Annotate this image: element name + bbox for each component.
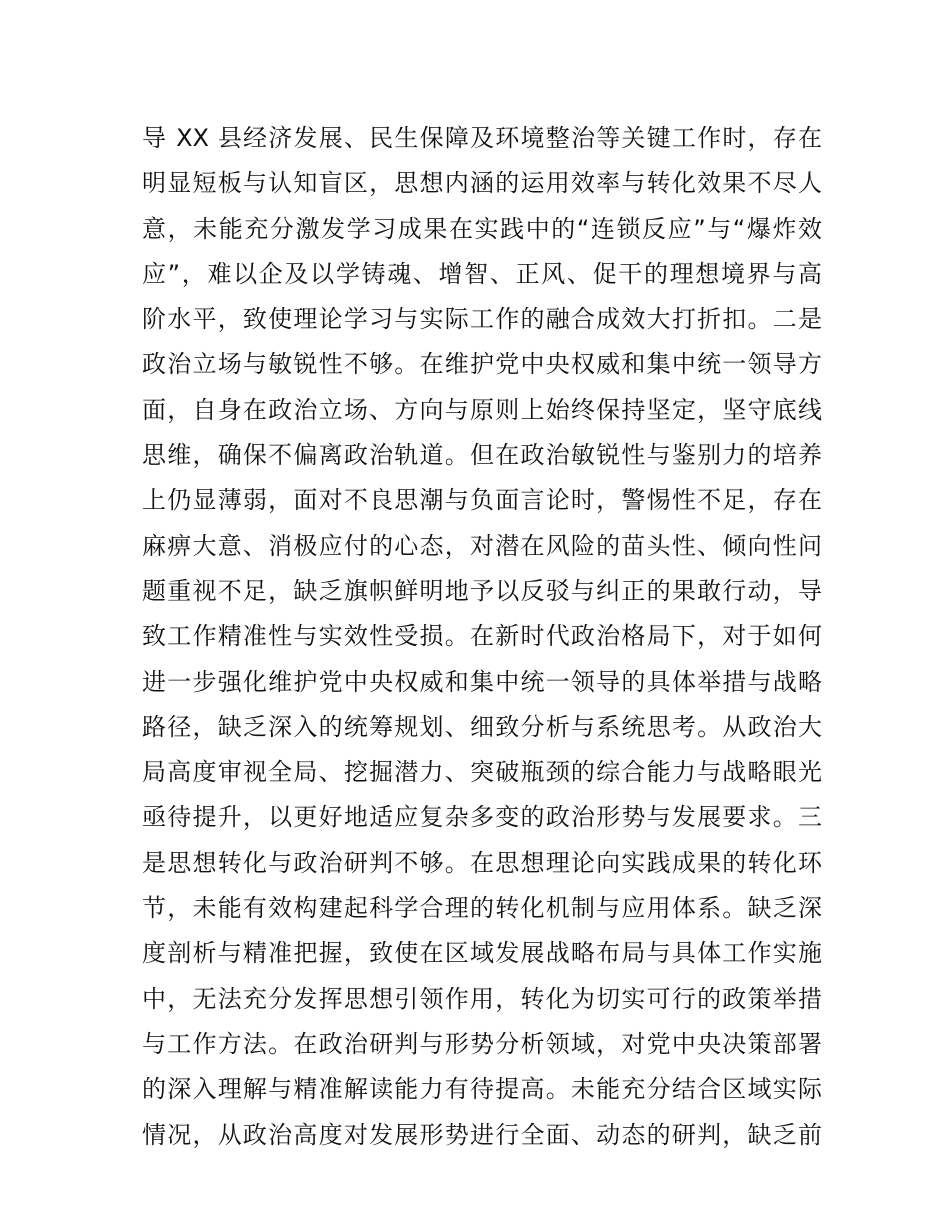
text-line: 与工作方法。在政治研判与形势分析领域，对党中央决策部署 <box>142 1029 822 1058</box>
text-line: 应”，难以企及以学铸魂、增智、正风、促干的理想境界与高 <box>142 259 822 288</box>
document-body-text <box>142 116 822 1158</box>
text-line: 的深入理解与精准解读能力有待提高。未能充分结合区域实际 <box>142 1075 822 1104</box>
text-line: 面，自身在政治立场、方向与原则上始终保持坚定，坚守底线 <box>142 395 822 424</box>
text-line: 致工作精准性与实效性受损。在新时代政治格局下，对于如何 <box>142 622 822 651</box>
text-line: 亟待提升，以更好地适应复杂多变的政治形势与发展要求。三 <box>142 803 822 832</box>
text-line: 进一步强化维护党中央权威和集中统一领导的具体举措与战略 <box>142 667 822 696</box>
text-line: 明显短板与认知盲区，思想内涵的运用效率与转化效果不尽人 <box>142 169 822 198</box>
text-line: 思维，确保不偏离政治轨道。但在政治敏锐性与鉴别力的培养 <box>142 441 822 470</box>
text-line: 政治立场与敏锐性不够。在维护党中央权威和集中统一领导方 <box>142 350 822 379</box>
text-line: 度剖析与精准把握，致使在区域发展战略布局与具体工作实施 <box>142 939 822 968</box>
text-line: 意，未能充分激发学习成果在实践中的“连锁反应”与“爆炸效 <box>142 214 822 243</box>
text-line: 导 XX 县经济发展、民生保障及环境整治等关键工作时，存在 <box>142 124 822 152</box>
text-line: 路径，缺乏深入的统筹规划、细致分析与系统思考。从政治大 <box>142 712 822 741</box>
text-line: 上仍显薄弱，面对不良思潮与负面言论时，警惕性不足，存在 <box>142 486 822 515</box>
text-line: 节，未能有效构建起科学合理的转化机制与应用体系。缺乏深 <box>142 894 822 923</box>
text-line: 是思想转化与政治研判不够。在思想理论向实践成果的转化环 <box>142 848 822 877</box>
text-line: 麻痹大意、消极应付的心态，对潜在风险的苗头性、倾向性问 <box>142 531 822 560</box>
text-line: 阶水平，致使理论学习与实际工作的融合成效大打折扣。二是 <box>142 305 822 334</box>
text-line: 题重视不足，缺乏旗帜鲜明地予以反驳与纠正的果敢行动，导 <box>142 576 822 605</box>
text-line: 情况，从政治高度对发展形势进行全面、动态的研判，缺乏前 <box>142 1120 822 1149</box>
text-line: 中，无法充分发挥思想引领作用，转化为切实可行的政策举措 <box>142 984 822 1013</box>
text-line: 局高度审视全局、挖掘潜力、突破瓶颈的综合能力与战略眼光 <box>142 758 822 787</box>
